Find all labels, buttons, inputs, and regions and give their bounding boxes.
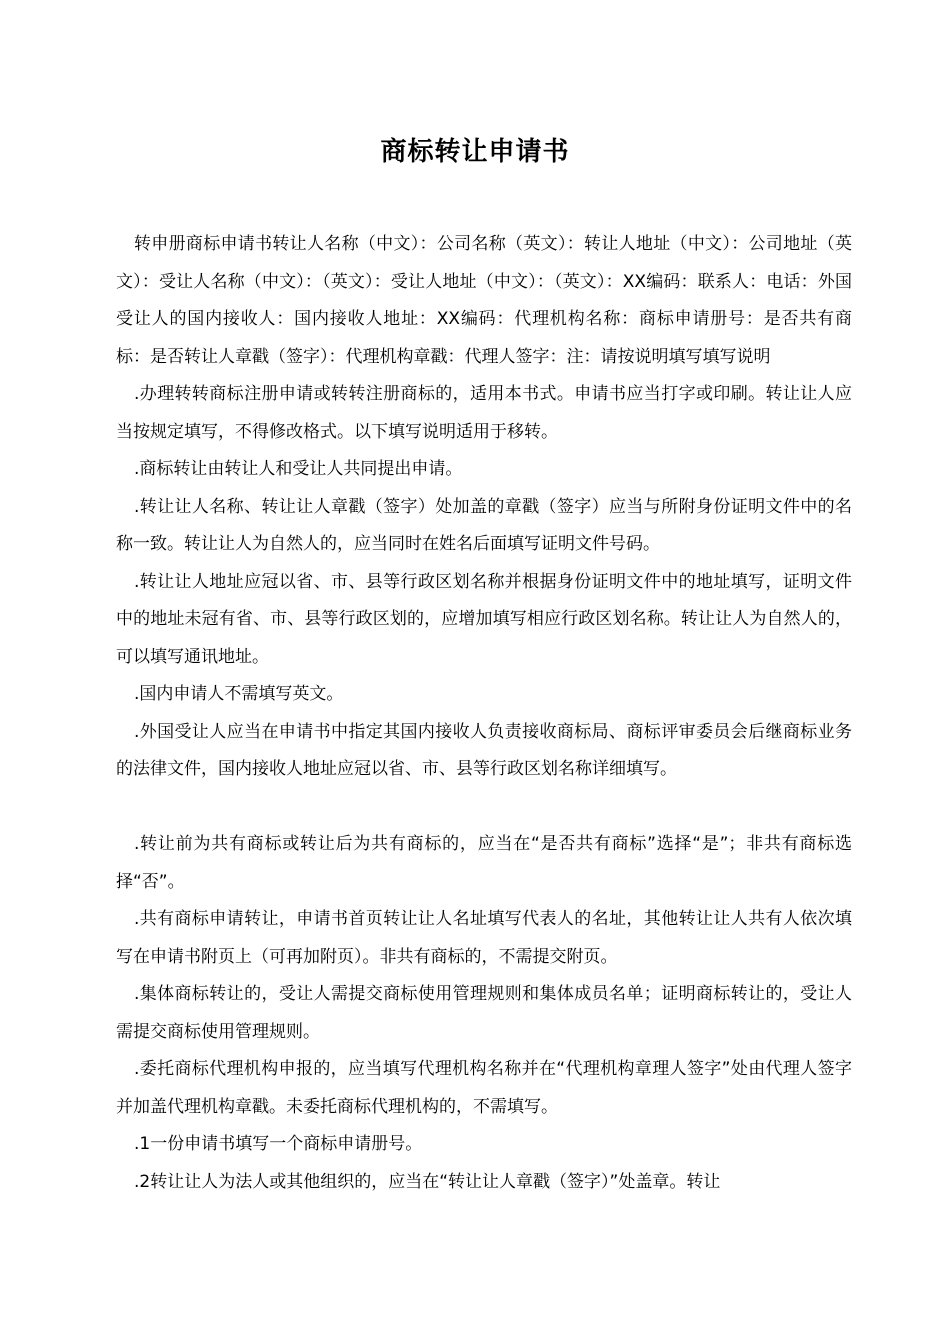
paragraph-instruction: .转让让人地址应冠以省、市、县等行政区划名称并根据身份证明文件中的地址填写，证明文件中的地址未冠有省、市、县等行政区划的，应增加填写相应行政区划名称。转让让人为自然人的，可以填写通讯地址。 <box>116 571 852 667</box>
paragraph-spacer <box>116 789 852 827</box>
paragraph-instruction: .办理转转商标注册申请或转转注册商标的，适用本书式。申请书应当打字或印刷。转让让人应当按规定填写，不得修改格式。以下填写说明适用于移转。 <box>116 384 852 442</box>
paragraph-instruction: .商标转让由转让人和受让人共同提出申请。 <box>134 459 463 479</box>
paragraph-instruction: .集体商标转让的，受让人需提交商标使用管理规则和集体成员名单；证明商标转让的，受让人需提交商标使用管理规则。 <box>116 984 852 1042</box>
paragraph-instruction: .转让前为共有商标或转让后为共有商标的，应当在“是否共有商标”选择“是”；非共有商标选择“否”。 <box>116 834 852 892</box>
document-title: 商标转让申请书 <box>380 137 570 167</box>
paragraph-instruction: .2转让让人为法人或其他组织的，应当在“转让让人章戳（签字）”处盖章。转让 <box>134 1171 721 1192</box>
paragraph-form-fields: 转申册商标申请书转让人名称（中文）：公司名称（英文）：转让人地址（中文）：公司地址（英文）：受让人名称（中文）：（英文）：受让人地址（中文）：（英文）：XX编码：联系人：电话：外国受让人的国内接收人：国内接收人地址：XX编码：代理机构名称：商标申请册号：是否共有商标：是否转让人章戳（签字）：代理机构章戳：代理人签字：注：请按说明填写填写说明 <box>116 234 852 367</box>
paragraph-instruction: .1一份申请书填写一个商标申请册号。 <box>134 1134 423 1154</box>
paragraph-instruction: .共有商标申请转让，申请书首页转让让人名址填写代表人的名址，其他转让让人共有人依次填写在申请书附页上（可再加附页）。非共有商标的，不需提交附页。 <box>116 909 852 967</box>
paragraph-instruction: .委托商标代理机构申报的，应当填写代理机构名称并在“代理机构章理人签字”处由代理人签字并加盖代理机构章戳。未委托商标代理机构的，不需填写。 <box>116 1059 852 1117</box>
document-body <box>116 226 852 1201</box>
paragraph-instruction: .转让让人名称、转让让人章戳（签字）处加盖的章戳（签字）应当与所附身份证明文件中的名称一致。转让让人为自然人的，应当同时在姓名后面填写证明文件号码。 <box>116 496 852 554</box>
paragraph-instruction: .外国受让人应当在申请书中指定其国内接收人负责接收商标局、商标评审委员会后继商标业务的法律文件，国内接收人地址应冠以省、市、县等行政区划名称详细填写。 <box>116 721 852 779</box>
paragraph-instruction: .国内申请人不需填写英文。 <box>134 684 344 704</box>
